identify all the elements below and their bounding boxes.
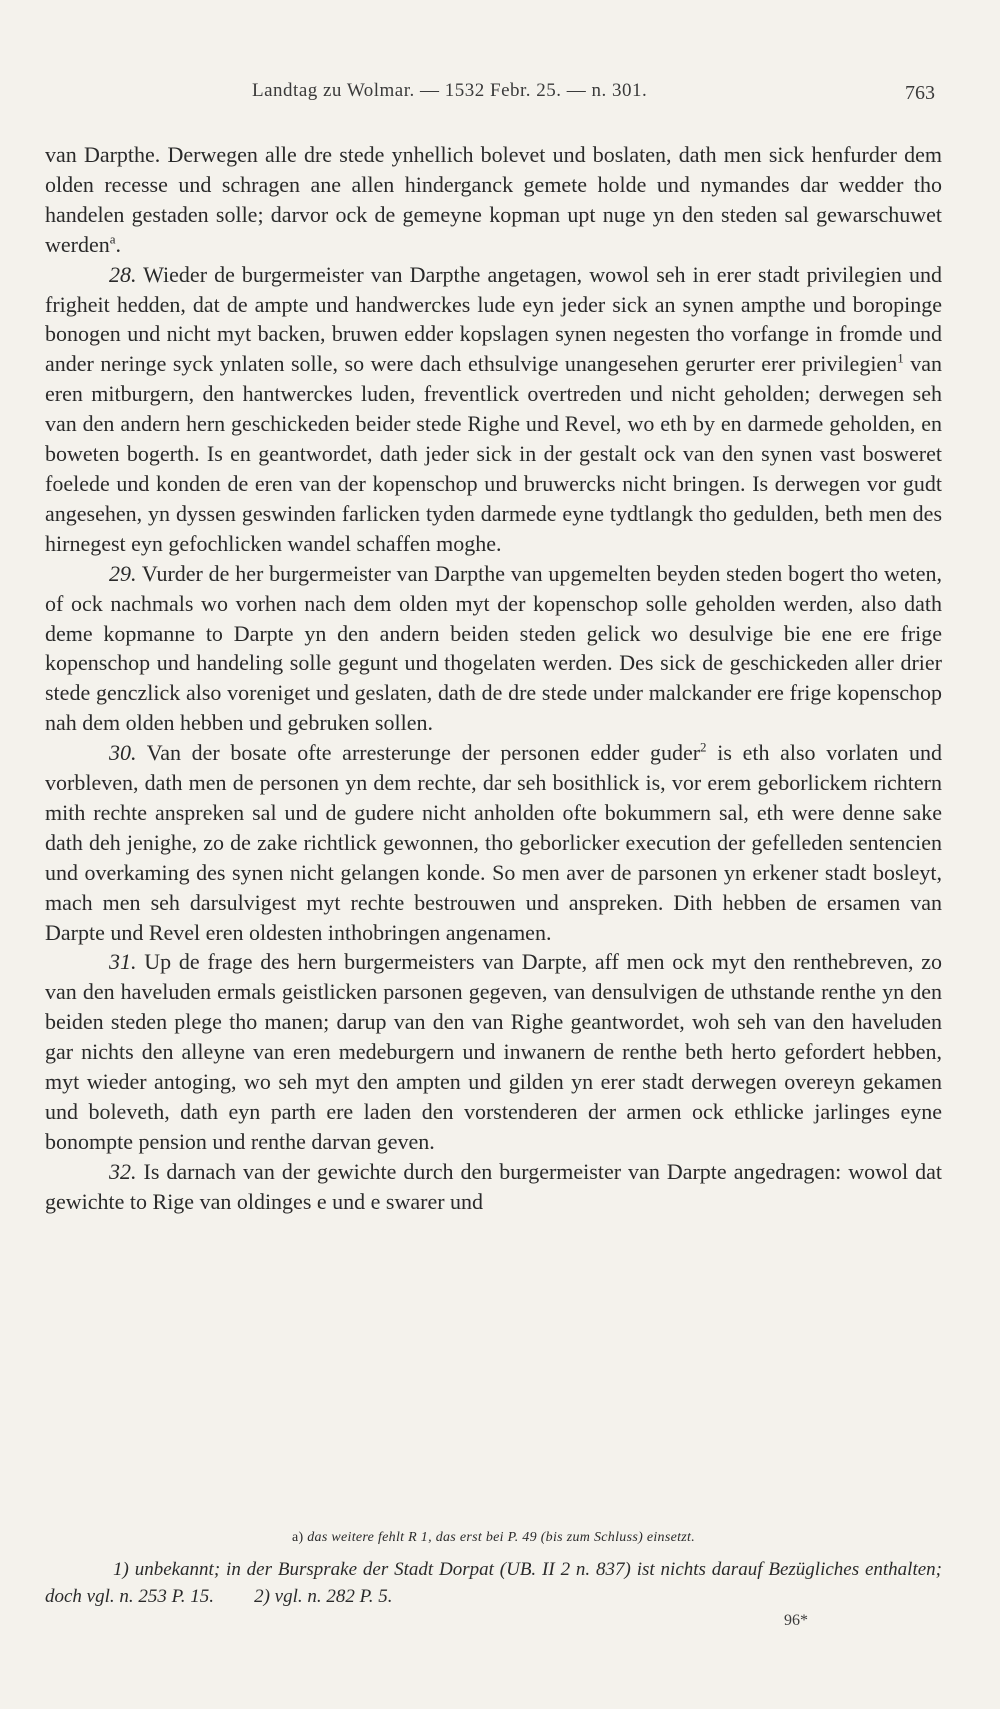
paragraph-text: Up de frage des hern burgermeisters van Darpte, aff men ock myt den renthebreven, zo van den haveluden ermals geistlicken parsonen gegeven, van densulvigen de uthstande renthe yn den beiden steden plege tho manen; darup van den van Righe geantwordet, woh seh van den haveluden gar nichts den alleyne van eren medeburgern und inwanern de renthe beth herto gefordert hebben, myt wieder antoging, wo seh myt den ampten und gilden yn erer stadt derwegen overeyn gekamen und boleveth, dath eyn parth ere laden den vorstenderen der armen ock ethlicke jarlinges eyne bonompte pension und renthe darvan geven. bbox=[45, 949, 942, 1154]
paragraph-continuation bbox=[45, 140, 942, 260]
paragraph-text: Van der bosate ofte arresterunge der personen edder guder bbox=[136, 740, 701, 766]
paragraph-text-cont: van eren mitburgern, den hantwerckes luden, freventlick overtreden und nicht geholden; derwegen seh van den andern hern geschickeden beider stede Righe und Revel, wo eth by en darmede geholden, en boweten bogerth. Is en geantwordet, dath jeder sick in der gestalt ock van den synen vast bosweret foelede und konden de eren van der kopenschop und bruwercks nicht bringen. Is derwegen vor gudt angesehen, yn dyssen geswinden farlicken tyden darmede eyne tydtlangk tho gedulden, beth men des hirnegest eyn gefochlicken wandel schaffen moghe. bbox=[45, 351, 942, 556]
footnote-ref-2: 2 bbox=[700, 739, 707, 755]
body-text bbox=[45, 140, 942, 1217]
paragraph-29 bbox=[45, 559, 942, 738]
paragraph-28 bbox=[45, 260, 942, 559]
paragraph-text: Is darnach van der gewichte durch den burgermeister van Darpte angedragen: wowol dat gewichte to Rige van oldinges e und e swarer und bbox=[45, 1158, 942, 1214]
paragraph-number: 31. bbox=[109, 949, 137, 975]
footnote-label: 2) bbox=[254, 1586, 270, 1607]
paragraph-text: van Darpthe. Derwegen alle dre stede ynhellich bolevet und boslaten, dath men sick henfurder dem olden recesse und schragen ane allen hinderganck gemete holde und nymandes dar wedder tho handelen gestaden solle; darvor ock de gemeyne kopman upt nuge yn den steden sal gewarschuwet werden bbox=[45, 142, 942, 257]
signature-mark: 96* bbox=[784, 1612, 808, 1629]
paragraph-number: 32. bbox=[109, 1158, 137, 1184]
paragraph-text: Vurder de her burgermeister van Darpthe van upgemelten beyden steden bogert tho weten, of ock nachmals wo vorhen nach dem olden myt der kopenschop solle geholden werden, also dath deme kopmanne to Darpte yn den andern beiden steden gelick wo desulvige bie ene ere frige kopenschop und handeling solle gegunt und thogelaten werden. Des sick de geschickeden aller drier stede genczlick also voreniget und geslaten, dath de dre stede under malckander ere frige kopenschop nah dem olden hebben und gebruken sollen. bbox=[45, 560, 942, 736]
footnote-ref-1: 1 bbox=[897, 351, 904, 367]
page-header bbox=[0, 80, 1000, 110]
footnote-a bbox=[45, 1530, 942, 1546]
paragraph-30 bbox=[45, 738, 942, 947]
paragraph-number: 30. bbox=[109, 740, 137, 766]
paragraph-text: Wieder de burgermeister van Darpthe angetagen, wowol seh in erer stadt privilegien und frigheit hedden, dat de ampte und handwerckes lude eyn jeder sick an synen ampthe und boropinge bonogen und nicht myt backen, bruwen edder kopslagen synen negesten tho vorfange in fromde und ander neringe syck ynlaten solle, so were dach ethsulvige unangesehen gerurter erer privilegien bbox=[45, 261, 942, 377]
footnote-text: unbekannt; in der Bursprake der Stadt Dorpat (UB. II 2 n. 837) ist nichts darauf Bezügliches enthalten; doch vgl. n. 253 P. 15. bbox=[45, 1559, 942, 1607]
paragraph-number: 28. bbox=[109, 261, 137, 287]
footnote-ref-a: a bbox=[109, 231, 116, 247]
page-number: 763 bbox=[905, 82, 935, 104]
footnote-label: 1) bbox=[113, 1559, 129, 1580]
footnote-text: das weitere fehlt R 1, das erst bei P. 49 (bis zum Schluss) einsetzt. bbox=[303, 1530, 696, 1545]
footnote-numbered bbox=[45, 1556, 942, 1610]
paragraph-31 bbox=[45, 947, 942, 1156]
footnote-text: vgl. n. 282 P. 5. bbox=[269, 1586, 393, 1607]
paragraph-number: 29. bbox=[109, 560, 137, 586]
footnote-label: a) bbox=[291, 1530, 304, 1545]
paragraph-tail: . bbox=[115, 231, 122, 257]
paragraph-32 bbox=[45, 1157, 942, 1217]
paragraph-text-cont: is eth also vorlaten und vorbleven, dath men de personen yn dem rechte, dar seh bosithlick is, vor erem geborlickem richtern mith rechte anspreken sal und de gudere nicht anholden ofte bokummern sal, eth were denne sake dath deh jenighe, zo de zake richtlick gewonnen, tho geborlicker execution der gefelleden sentencien und overkaming des synen nicht gelangen konde. So men aver de parsonen yn erkener stadt bosleyt, mach men seh darsulvigest myt rechte bestrouwen und anspreken. Dith hebben de ersamen van Darpte und Revel eren oldesten inthobringen angenamen. bbox=[45, 740, 942, 945]
footnotes bbox=[45, 1530, 942, 1610]
running-head: Landtag zu Wolmar. — 1532 Febr. 25. — n. 301. bbox=[252, 80, 648, 101]
